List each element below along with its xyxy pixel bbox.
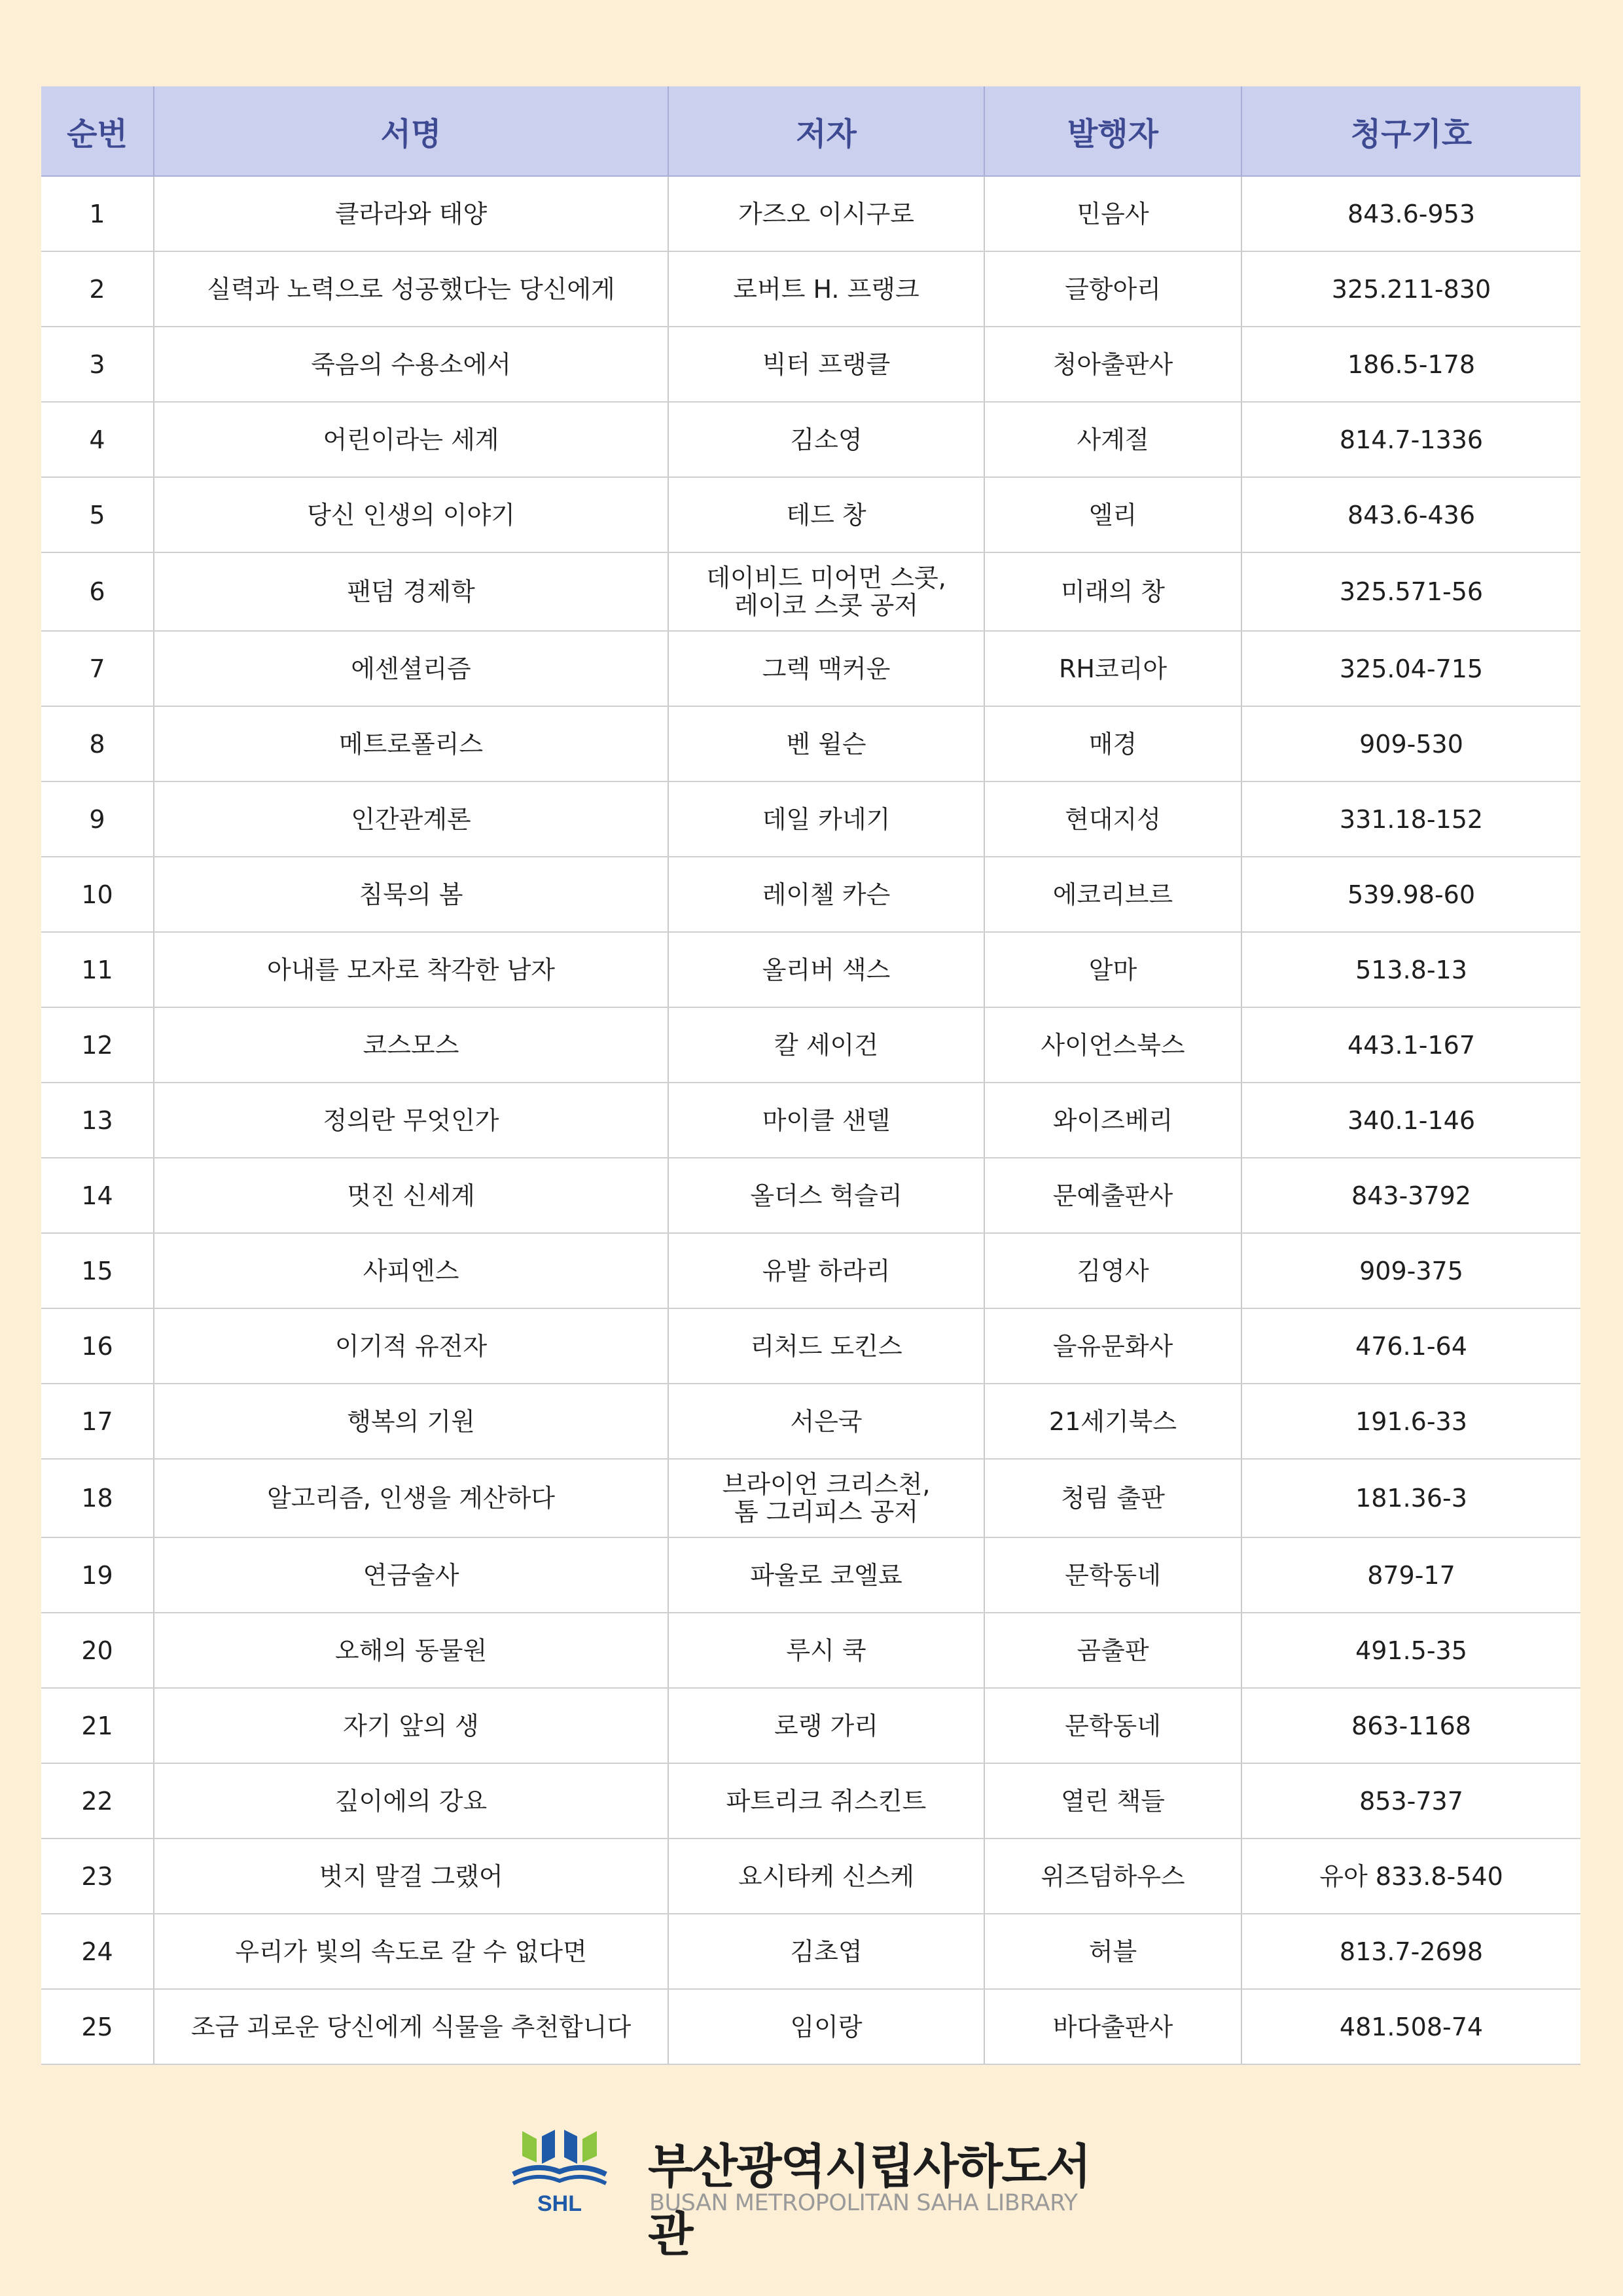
table-row (41, 1384, 1580, 1459)
table-row (41, 1613, 1580, 1688)
cell-call-number: 863-1168 (1241, 1688, 1580, 1763)
cell-number: 8 (41, 706, 154, 781)
cell-author: 김소영 (668, 402, 984, 477)
cell-author: 브라이언 크리스천, 톰 그리피스 공저 (668, 1459, 984, 1537)
cell-author: 칼 세이건 (668, 1007, 984, 1083)
cell-author: 데일 카네기 (668, 781, 984, 857)
table-row (41, 631, 1580, 706)
table-row (41, 706, 1580, 781)
logo-text: SHL (537, 2191, 582, 2216)
cell-call-number: 539.98-60 (1241, 857, 1580, 932)
table-header-row (41, 86, 1580, 176)
cell-number: 19 (41, 1537, 154, 1613)
table-row (41, 1537, 1580, 1613)
cell-number: 10 (41, 857, 154, 932)
cell-title: 클라라와 태양 (154, 176, 668, 251)
cell-author: 요시타케 신스케 (668, 1839, 984, 1914)
cell-number: 18 (41, 1459, 154, 1537)
cell-author: 가즈오 이시구로 (668, 176, 984, 251)
cell-publisher: 청아출판사 (984, 327, 1241, 402)
table-row (41, 477, 1580, 552)
cell-publisher: 21세기북스 (984, 1384, 1241, 1459)
cell-call-number: 853-737 (1241, 1763, 1580, 1839)
cell-call-number: 443.1-167 (1241, 1007, 1580, 1083)
table-row (41, 1914, 1580, 1989)
cell-publisher: 민음사 (984, 176, 1241, 251)
cell-publisher: 사이언스북스 (984, 1007, 1241, 1083)
table-row (41, 1233, 1580, 1308)
cell-author: 파울로 코엘료 (668, 1537, 984, 1613)
cell-publisher: 글항아리 (984, 251, 1241, 327)
cell-number: 3 (41, 327, 154, 402)
cell-title: 행복의 기원 (154, 1384, 668, 1459)
cell-title: 어린이라는 세계 (154, 402, 668, 477)
cell-publisher: 허블 (984, 1914, 1241, 1989)
cell-publisher: 에코리브르 (984, 857, 1241, 932)
table-row (41, 327, 1580, 402)
cell-author: 테드 창 (668, 477, 984, 552)
cell-author: 빅터 프랭클 (668, 327, 984, 402)
cell-author: 올리버 색스 (668, 932, 984, 1007)
cell-number: 15 (41, 1233, 154, 1308)
cell-number: 12 (41, 1007, 154, 1083)
cell-call-number: 340.1-146 (1241, 1083, 1580, 1158)
library-name: 부산광역시립사하도서관 (648, 2139, 1090, 2262)
table-row (41, 1308, 1580, 1384)
table-row (41, 1839, 1580, 1914)
cell-call-number: 331.18-152 (1241, 781, 1580, 857)
cell-number: 24 (41, 1914, 154, 1989)
cell-title: 사피엔스 (154, 1233, 668, 1308)
cell-number: 14 (41, 1158, 154, 1233)
cell-number: 4 (41, 402, 154, 477)
cell-publisher: 와이즈베리 (984, 1083, 1241, 1158)
cell-publisher: 청림 출판 (984, 1459, 1241, 1537)
cell-call-number: 476.1-64 (1241, 1308, 1580, 1384)
table-row (41, 781, 1580, 857)
cell-title: 연금술사 (154, 1537, 668, 1613)
cell-call-number: 181.36-3 (1241, 1459, 1580, 1537)
cell-title: 메트로폴리스 (154, 706, 668, 781)
cell-publisher: 열린 책들 (984, 1763, 1241, 1839)
cell-publisher: 문학동네 (984, 1688, 1241, 1763)
cell-publisher: RH코리아 (984, 631, 1241, 706)
cell-number: 16 (41, 1308, 154, 1384)
library-book-logo-icon (510, 2125, 628, 2216)
cell-author: 유발 하라리 (668, 1233, 984, 1308)
cell-author: 파트리크 쥐스킨트 (668, 1763, 984, 1839)
cell-publisher: 곰출판 (984, 1613, 1241, 1688)
cell-title: 코스모스 (154, 1007, 668, 1083)
table-row (41, 1989, 1580, 2064)
cell-author: 벤 윌슨 (668, 706, 984, 781)
cell-number: 23 (41, 1839, 154, 1914)
cell-publisher: 사계절 (984, 402, 1241, 477)
cell-number: 25 (41, 1989, 154, 2064)
table-row (41, 932, 1580, 1007)
cell-author: 임이랑 (668, 1989, 984, 2064)
cell-number: 2 (41, 251, 154, 327)
cell-author: 올더스 헉슬리 (668, 1158, 984, 1233)
cell-publisher: 바다출판사 (984, 1989, 1241, 2064)
cell-call-number: 유아 833.8-540 (1241, 1839, 1580, 1914)
cell-publisher: 매경 (984, 706, 1241, 781)
header-title: 서명 (154, 86, 668, 176)
cell-title: 벗지 말걸 그랬어 (154, 1839, 668, 1914)
cell-publisher: 김영사 (984, 1233, 1241, 1308)
cell-call-number: 513.8-13 (1241, 932, 1580, 1007)
cell-call-number: 325.04-715 (1241, 631, 1580, 706)
cell-publisher: 미래의 창 (984, 552, 1241, 631)
table-row (41, 1688, 1580, 1763)
cell-author: 로버트 H. 프랭크 (668, 251, 984, 327)
cell-author: 마이클 샌델 (668, 1083, 984, 1158)
table-row (41, 176, 1580, 251)
library-name-english: BUSAN METROPOLITAN SAHA LIBRARY (649, 2190, 1078, 2216)
cell-publisher: 문예출판사 (984, 1158, 1241, 1233)
cell-number: 22 (41, 1763, 154, 1839)
cell-call-number: 191.6-33 (1241, 1384, 1580, 1459)
table-row (41, 402, 1580, 477)
header-author: 저자 (668, 86, 984, 176)
cell-call-number: 186.5-178 (1241, 327, 1580, 402)
header-publisher: 발행자 (984, 86, 1241, 176)
cell-title: 아내를 모자로 착각한 남자 (154, 932, 668, 1007)
cell-title: 실력과 노력으로 성공했다는 당신에게 (154, 251, 668, 327)
cell-call-number: 325.571-56 (1241, 552, 1580, 631)
table-row (41, 1763, 1580, 1839)
cell-publisher: 을유문화사 (984, 1308, 1241, 1384)
cell-call-number: 909-375 (1241, 1233, 1580, 1308)
cell-title: 에센셜리즘 (154, 631, 668, 706)
cell-call-number: 813.7-2698 (1241, 1914, 1580, 1989)
cell-number: 6 (41, 552, 154, 631)
table-row (41, 1459, 1580, 1537)
cell-author: 그렉 맥커운 (668, 631, 984, 706)
cell-number: 17 (41, 1384, 154, 1459)
cell-call-number: 491.5-35 (1241, 1613, 1580, 1688)
cell-title: 인간관계론 (154, 781, 668, 857)
cell-title: 우리가 빛의 속도로 갈 수 없다면 (154, 1914, 668, 1989)
cell-title: 팬덤 경제학 (154, 552, 668, 631)
cell-author: 김초엽 (668, 1914, 984, 1989)
cell-call-number: 481.508-74 (1241, 1989, 1580, 2064)
cell-call-number: 843-3792 (1241, 1158, 1580, 1233)
cell-author: 서은국 (668, 1384, 984, 1459)
cell-call-number: 879-17 (1241, 1537, 1580, 1613)
book-list (41, 86, 1580, 2065)
cell-title: 깊이에의 강요 (154, 1763, 668, 1839)
cell-publisher: 문학동네 (984, 1537, 1241, 1613)
cell-call-number: 843.6-953 (1241, 176, 1580, 251)
table-row (41, 552, 1580, 631)
library-footer (510, 2125, 1126, 2262)
cell-title: 이기적 유전자 (154, 1308, 668, 1384)
cell-number: 11 (41, 932, 154, 1007)
table-row (41, 1083, 1580, 1158)
cell-title: 침묵의 봄 (154, 857, 668, 932)
cell-call-number: 909-530 (1241, 706, 1580, 781)
cell-author: 루시 쿡 (668, 1613, 984, 1688)
cell-call-number: 843.6-436 (1241, 477, 1580, 552)
cell-number: 20 (41, 1613, 154, 1688)
cell-publisher: 위즈덤하우스 (984, 1839, 1241, 1914)
table-row (41, 1007, 1580, 1083)
cell-call-number: 325.211-830 (1241, 251, 1580, 327)
cell-publisher: 알마 (984, 932, 1241, 1007)
cell-title: 오해의 동물원 (154, 1613, 668, 1688)
cell-number: 1 (41, 176, 154, 251)
table-row (41, 857, 1580, 932)
cell-author: 로랭 가리 (668, 1688, 984, 1763)
cell-title: 당신 인생의 이야기 (154, 477, 668, 552)
cell-number: 5 (41, 477, 154, 552)
cell-title: 알고리즘, 인생을 계산하다 (154, 1459, 668, 1537)
book-table (41, 86, 1580, 2065)
cell-publisher: 엘리 (984, 477, 1241, 552)
table-row (41, 251, 1580, 327)
cell-title: 자기 앞의 생 (154, 1688, 668, 1763)
cell-number: 9 (41, 781, 154, 857)
cell-call-number: 814.7-1336 (1241, 402, 1580, 477)
cell-title: 멋진 신세계 (154, 1158, 668, 1233)
header-call-number: 청구기호 (1241, 86, 1580, 176)
cell-number: 13 (41, 1083, 154, 1158)
cell-author: 리처드 도킨스 (668, 1308, 984, 1384)
cell-author: 레이첼 카슨 (668, 857, 984, 932)
cell-publisher: 현대지성 (984, 781, 1241, 857)
cell-title: 정의란 무엇인가 (154, 1083, 668, 1158)
cell-author: 데이비드 미어먼 스콧, 레이코 스콧 공저 (668, 552, 984, 631)
cell-number: 7 (41, 631, 154, 706)
table-row (41, 1158, 1580, 1233)
cell-title: 조금 괴로운 당신에게 식물을 추천합니다 (154, 1989, 668, 2064)
header-number: 순번 (41, 86, 154, 176)
cell-number: 21 (41, 1688, 154, 1763)
cell-title: 죽음의 수용소에서 (154, 327, 668, 402)
